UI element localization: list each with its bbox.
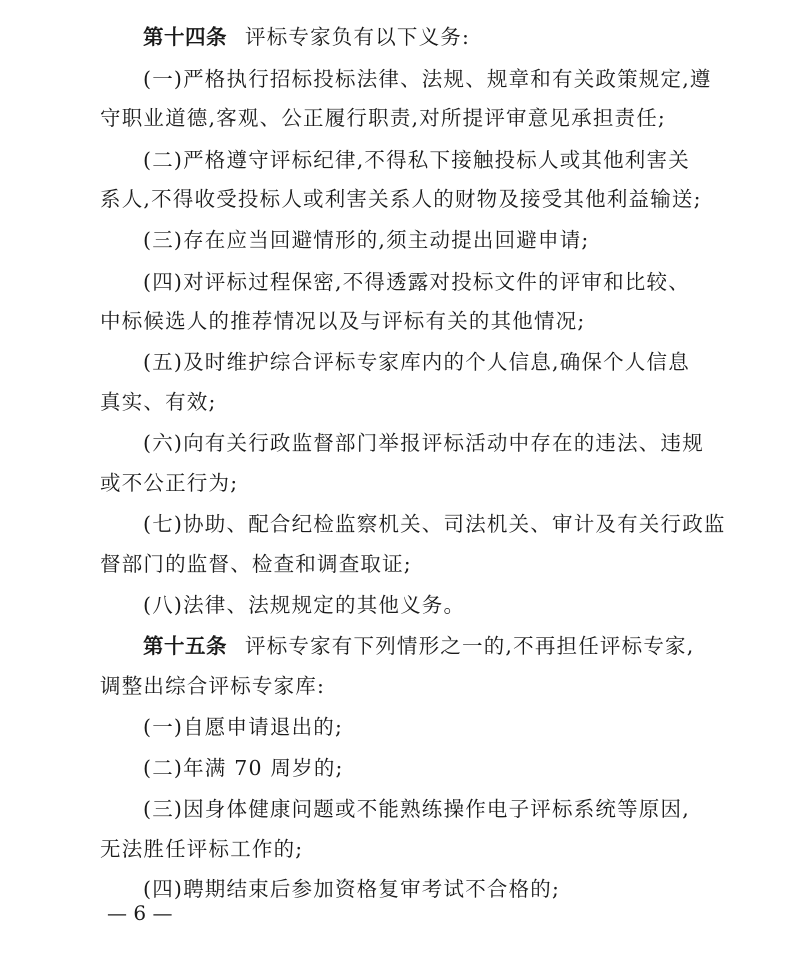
article-15-intro-line-2: 调整出综合评标专家库: <box>100 674 326 698</box>
article-14-item-6-line-1: (六)向有关行政监督部门举报评标活动中存在的违法、违规 <box>143 431 704 455</box>
article-14-item-5-line-1: (五)及时维护综合评标专家库内的个人信息,确保个人信息 <box>143 350 690 374</box>
article-14-item-3-line-1: (三)存在应当回避情形的,须主动提出回避申请; <box>143 228 590 252</box>
article-14-number: 第十四条 <box>143 25 227 49</box>
article-14-heading <box>143 24 703 50</box>
article-15-item-4-line-1: (四)聘期结束后参加资格复审考试不合格的; <box>143 877 561 901</box>
article-15-item-3-line-1: (三)因身体健康问题或不能熟练操作电子评标系统等原因, <box>143 797 690 821</box>
article-15-item-2-line-1: (二)年满 70 周岁的; <box>143 756 344 780</box>
article-14-item-7-line-2: 督部门的监督、检查和调查取证; <box>100 552 412 576</box>
article-14-item-8-line-1: (八)法律、法规规定的其他义务。 <box>143 593 466 617</box>
article-14-item-5-line-2: 真实、有效; <box>100 390 217 414</box>
article-14-item-4-line-1: (四)对评标过程保密,不得透露对投标文件的评审和比较、 <box>143 270 690 294</box>
article-15-number: 第十五条 <box>143 634 227 658</box>
article-14-item-2-line-1: (二)严格遵守评标纪律,不得私下接触投标人或其他利害关 <box>143 148 690 172</box>
article-15-intro-line-1: 评标专家有下列情形之一的,不再担任评标专家, <box>245 634 695 658</box>
article-14-item-1-line-1: (一)严格执行招标投标法律、法规、规章和有关政策规定,遵 <box>143 67 712 91</box>
article-15-item-1-line-1: (一)自愿申请退出的; <box>143 715 344 739</box>
article-15-heading <box>143 633 703 659</box>
article-14-item-4-line-2: 中标候选人的推荐情况以及与评标有关的其他情况; <box>100 309 586 333</box>
article-14-item-1-line-2: 守职业道德,客观、公正履行职责,对所提评审意见承担责任; <box>100 106 667 130</box>
article-14-item-6-line-2: 或不公正行为; <box>100 471 239 495</box>
article-14-item-2-line-2: 系人,不得收受投标人或利害关系人的财物及接受其他利益输送; <box>100 187 702 211</box>
article-15-item-3-line-2: 无法胜任评标工作的; <box>100 837 304 861</box>
page-number: — 6 — <box>107 901 173 925</box>
article-14-intro: 评标专家负有以下义务: <box>245 25 471 49</box>
article-14-item-7-line-1: (七)协助、配合纪检监察机关、司法机关、审计及有关行政监 <box>143 512 726 536</box>
